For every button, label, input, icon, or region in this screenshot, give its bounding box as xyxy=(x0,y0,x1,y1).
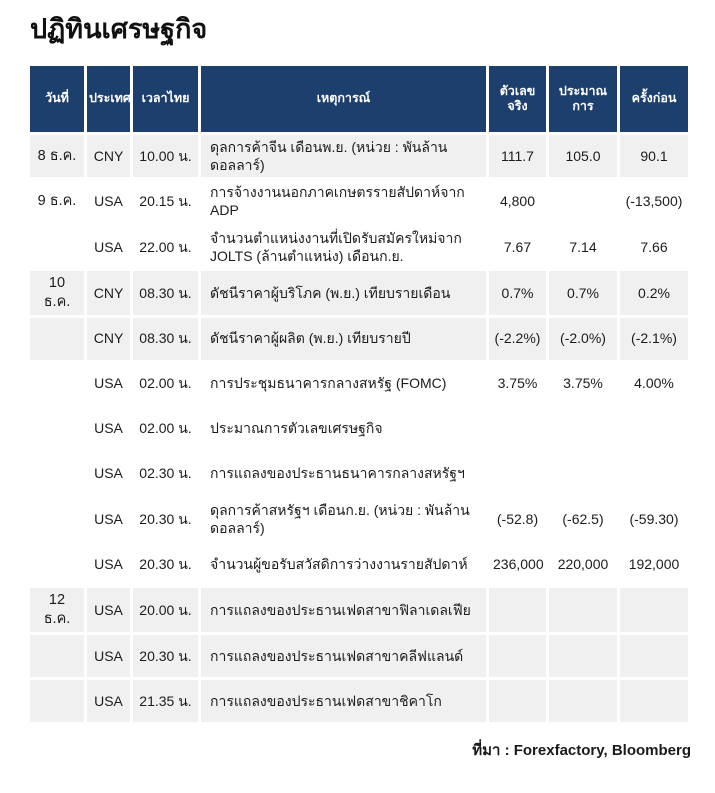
page-title: ปฏิทินเศรษฐกิจ xyxy=(30,14,208,44)
table-row xyxy=(30,498,688,540)
cell-event: การแถลงของประธานเฟดสาขาคลีฟแลนด์ xyxy=(201,635,486,677)
cell-previous: 192,000 xyxy=(620,543,688,585)
cell-forecast xyxy=(549,180,617,222)
cell-country: CNY xyxy=(87,318,130,360)
source-note: ที่มา : Forexfactory, Bloomberg xyxy=(472,741,691,759)
cell-actual: 7.67 xyxy=(489,226,546,268)
cell-country: USA xyxy=(87,453,130,495)
table-row xyxy=(30,408,688,450)
cell-date: 9 ธ.ค. xyxy=(30,180,84,222)
cell-previous: (-2.1%) xyxy=(620,318,688,360)
cell-date: 10 ธ.ค. xyxy=(30,271,84,315)
cell-date xyxy=(30,680,84,722)
column-header-previous: ครั้งก่อน xyxy=(620,66,688,132)
cell-country: USA xyxy=(87,543,130,585)
cell-event: การแถลงของประธานเฟดสาขาฟิลาเดลเฟีย xyxy=(201,588,486,632)
cell-time: 02.00 น. xyxy=(133,408,198,450)
cell-actual xyxy=(489,680,546,722)
cell-previous: (-13,500) xyxy=(620,180,688,222)
cell-forecast xyxy=(549,453,617,495)
cell-actual: (-52.8) xyxy=(489,498,546,540)
cell-forecast: 7.14 xyxy=(549,226,617,268)
cell-previous: 0.2% xyxy=(620,271,688,315)
cell-event: จำนวนตำแหน่งงานที่เปิดรับสมัครใหม่จาก JOLTS (ล้านตำแหน่ง) เดือนก.ย. xyxy=(201,226,486,268)
cell-country: USA xyxy=(87,588,130,632)
cell-time: 20.30 น. xyxy=(133,543,198,585)
column-header-event: เหตุการณ์ xyxy=(201,66,486,132)
cell-country: USA xyxy=(87,226,130,268)
cell-time: 20.15 น. xyxy=(133,180,198,222)
cell-previous xyxy=(620,635,688,677)
cell-date xyxy=(30,453,84,495)
cell-date xyxy=(30,543,84,585)
cell-country: USA xyxy=(87,408,130,450)
cell-actual: 0.7% xyxy=(489,271,546,315)
cell-forecast xyxy=(549,680,617,722)
cell-time: 20.30 น. xyxy=(133,498,198,540)
table-row xyxy=(30,635,688,677)
table-row xyxy=(30,543,688,585)
cell-time: 20.00 น. xyxy=(133,588,198,632)
cell-country: USA xyxy=(87,363,130,405)
cell-date xyxy=(30,635,84,677)
cell-time: 22.00 น. xyxy=(133,226,198,268)
cell-event: ดัชนีราคาผู้บริโภค (พ.ย.) เทียบรายเดือน xyxy=(201,271,486,315)
cell-event: ดัชนีราคาผู้ผลิต (พ.ย.) เทียบรายปี xyxy=(201,318,486,360)
table-row xyxy=(30,680,688,722)
table-row xyxy=(30,135,688,177)
cell-previous: 7.66 xyxy=(620,226,688,268)
cell-forecast: 0.7% xyxy=(549,271,617,315)
table-row xyxy=(30,453,688,495)
cell-forecast xyxy=(549,588,617,632)
cell-country: USA xyxy=(87,180,130,222)
cell-event: การจ้างงานนอกภาคเกษตรรายสัปดาห์จาก ADP xyxy=(201,180,486,222)
cell-date xyxy=(30,226,84,268)
cell-time: 08.30 น. xyxy=(133,271,198,315)
table-row xyxy=(30,180,688,222)
table-row xyxy=(30,271,688,315)
column-header-actual: ตัวเลขจริง xyxy=(489,66,546,132)
cell-previous: 4.00% xyxy=(620,363,688,405)
cell-time: 08.30 น. xyxy=(133,318,198,360)
cell-country: CNY xyxy=(87,271,130,315)
cell-actual xyxy=(489,408,546,450)
cell-actual xyxy=(489,588,546,632)
cell-previous xyxy=(620,453,688,495)
economic-calendar-table xyxy=(27,63,691,725)
cell-forecast: (-62.5) xyxy=(549,498,617,540)
table-header xyxy=(30,66,688,132)
cell-previous xyxy=(620,588,688,632)
cell-actual xyxy=(489,453,546,495)
cell-forecast: 105.0 xyxy=(549,135,617,177)
cell-time: 21.35 น. xyxy=(133,680,198,722)
cell-event: การแถลงของประธานเฟดสาขาชิคาโก xyxy=(201,680,486,722)
column-header-country: ประเทศ xyxy=(87,66,130,132)
cell-time: 02.00 น. xyxy=(133,363,198,405)
column-header-time: เวลาไทย xyxy=(133,66,198,132)
cell-actual: 111.7 xyxy=(489,135,546,177)
cell-actual: 4,800 xyxy=(489,180,546,222)
column-header-date: วันที่ xyxy=(30,66,84,132)
table-row xyxy=(30,588,688,632)
cell-forecast xyxy=(549,408,617,450)
cell-date xyxy=(30,363,84,405)
cell-date: 8 ธ.ค. xyxy=(30,135,84,177)
cell-date: 12 ธ.ค. xyxy=(30,588,84,632)
cell-country: USA xyxy=(87,635,130,677)
cell-previous: 90.1 xyxy=(620,135,688,177)
cell-time: 10.00 น. xyxy=(133,135,198,177)
cell-event: ประมาณการตัวเลขเศรษฐกิจ xyxy=(201,408,486,450)
calendar-table-body xyxy=(30,135,688,722)
cell-actual: 236,000 xyxy=(489,543,546,585)
cell-actual: 3.75% xyxy=(489,363,546,405)
column-header-forecast: ประมาณการ xyxy=(549,66,617,132)
cell-forecast: (-2.0%) xyxy=(549,318,617,360)
cell-time: 02.30 น. xyxy=(133,453,198,495)
cell-actual xyxy=(489,635,546,677)
cell-date xyxy=(30,318,84,360)
cell-event: การประชุมธนาคารกลางสหรัฐ (FOMC) xyxy=(201,363,486,405)
cell-date xyxy=(30,408,84,450)
cell-event: ดุลการค้าสหรัฐฯ เดือนก.ย. (หน่วย : พันล้าน ดอลลาร์) xyxy=(201,498,486,540)
table-row xyxy=(30,318,688,360)
cell-forecast: 220,000 xyxy=(549,543,617,585)
cell-country: USA xyxy=(87,498,130,540)
table-row xyxy=(30,226,688,268)
cell-event: การแถลงของประธานธนาคารกลางสหรัฐฯ xyxy=(201,453,486,495)
cell-previous xyxy=(620,680,688,722)
cell-date xyxy=(30,498,84,540)
cell-time: 20.30 น. xyxy=(133,635,198,677)
header-row xyxy=(30,66,688,132)
cell-country: USA xyxy=(87,680,130,722)
cell-country: CNY xyxy=(87,135,130,177)
cell-previous: (-59.30) xyxy=(620,498,688,540)
cell-event: ดุลการค้าจีน เดือนพ.ย. (หน่วย : พันล้านดอลลาร์) xyxy=(201,135,486,177)
cell-forecast xyxy=(549,635,617,677)
cell-actual: (-2.2%) xyxy=(489,318,546,360)
cell-previous xyxy=(620,408,688,450)
table-row xyxy=(30,363,688,405)
cell-event: จำนวนผู้ขอรับสวัสดิการว่างงานรายสัปดาห์ xyxy=(201,543,486,585)
cell-forecast: 3.75% xyxy=(549,363,617,405)
